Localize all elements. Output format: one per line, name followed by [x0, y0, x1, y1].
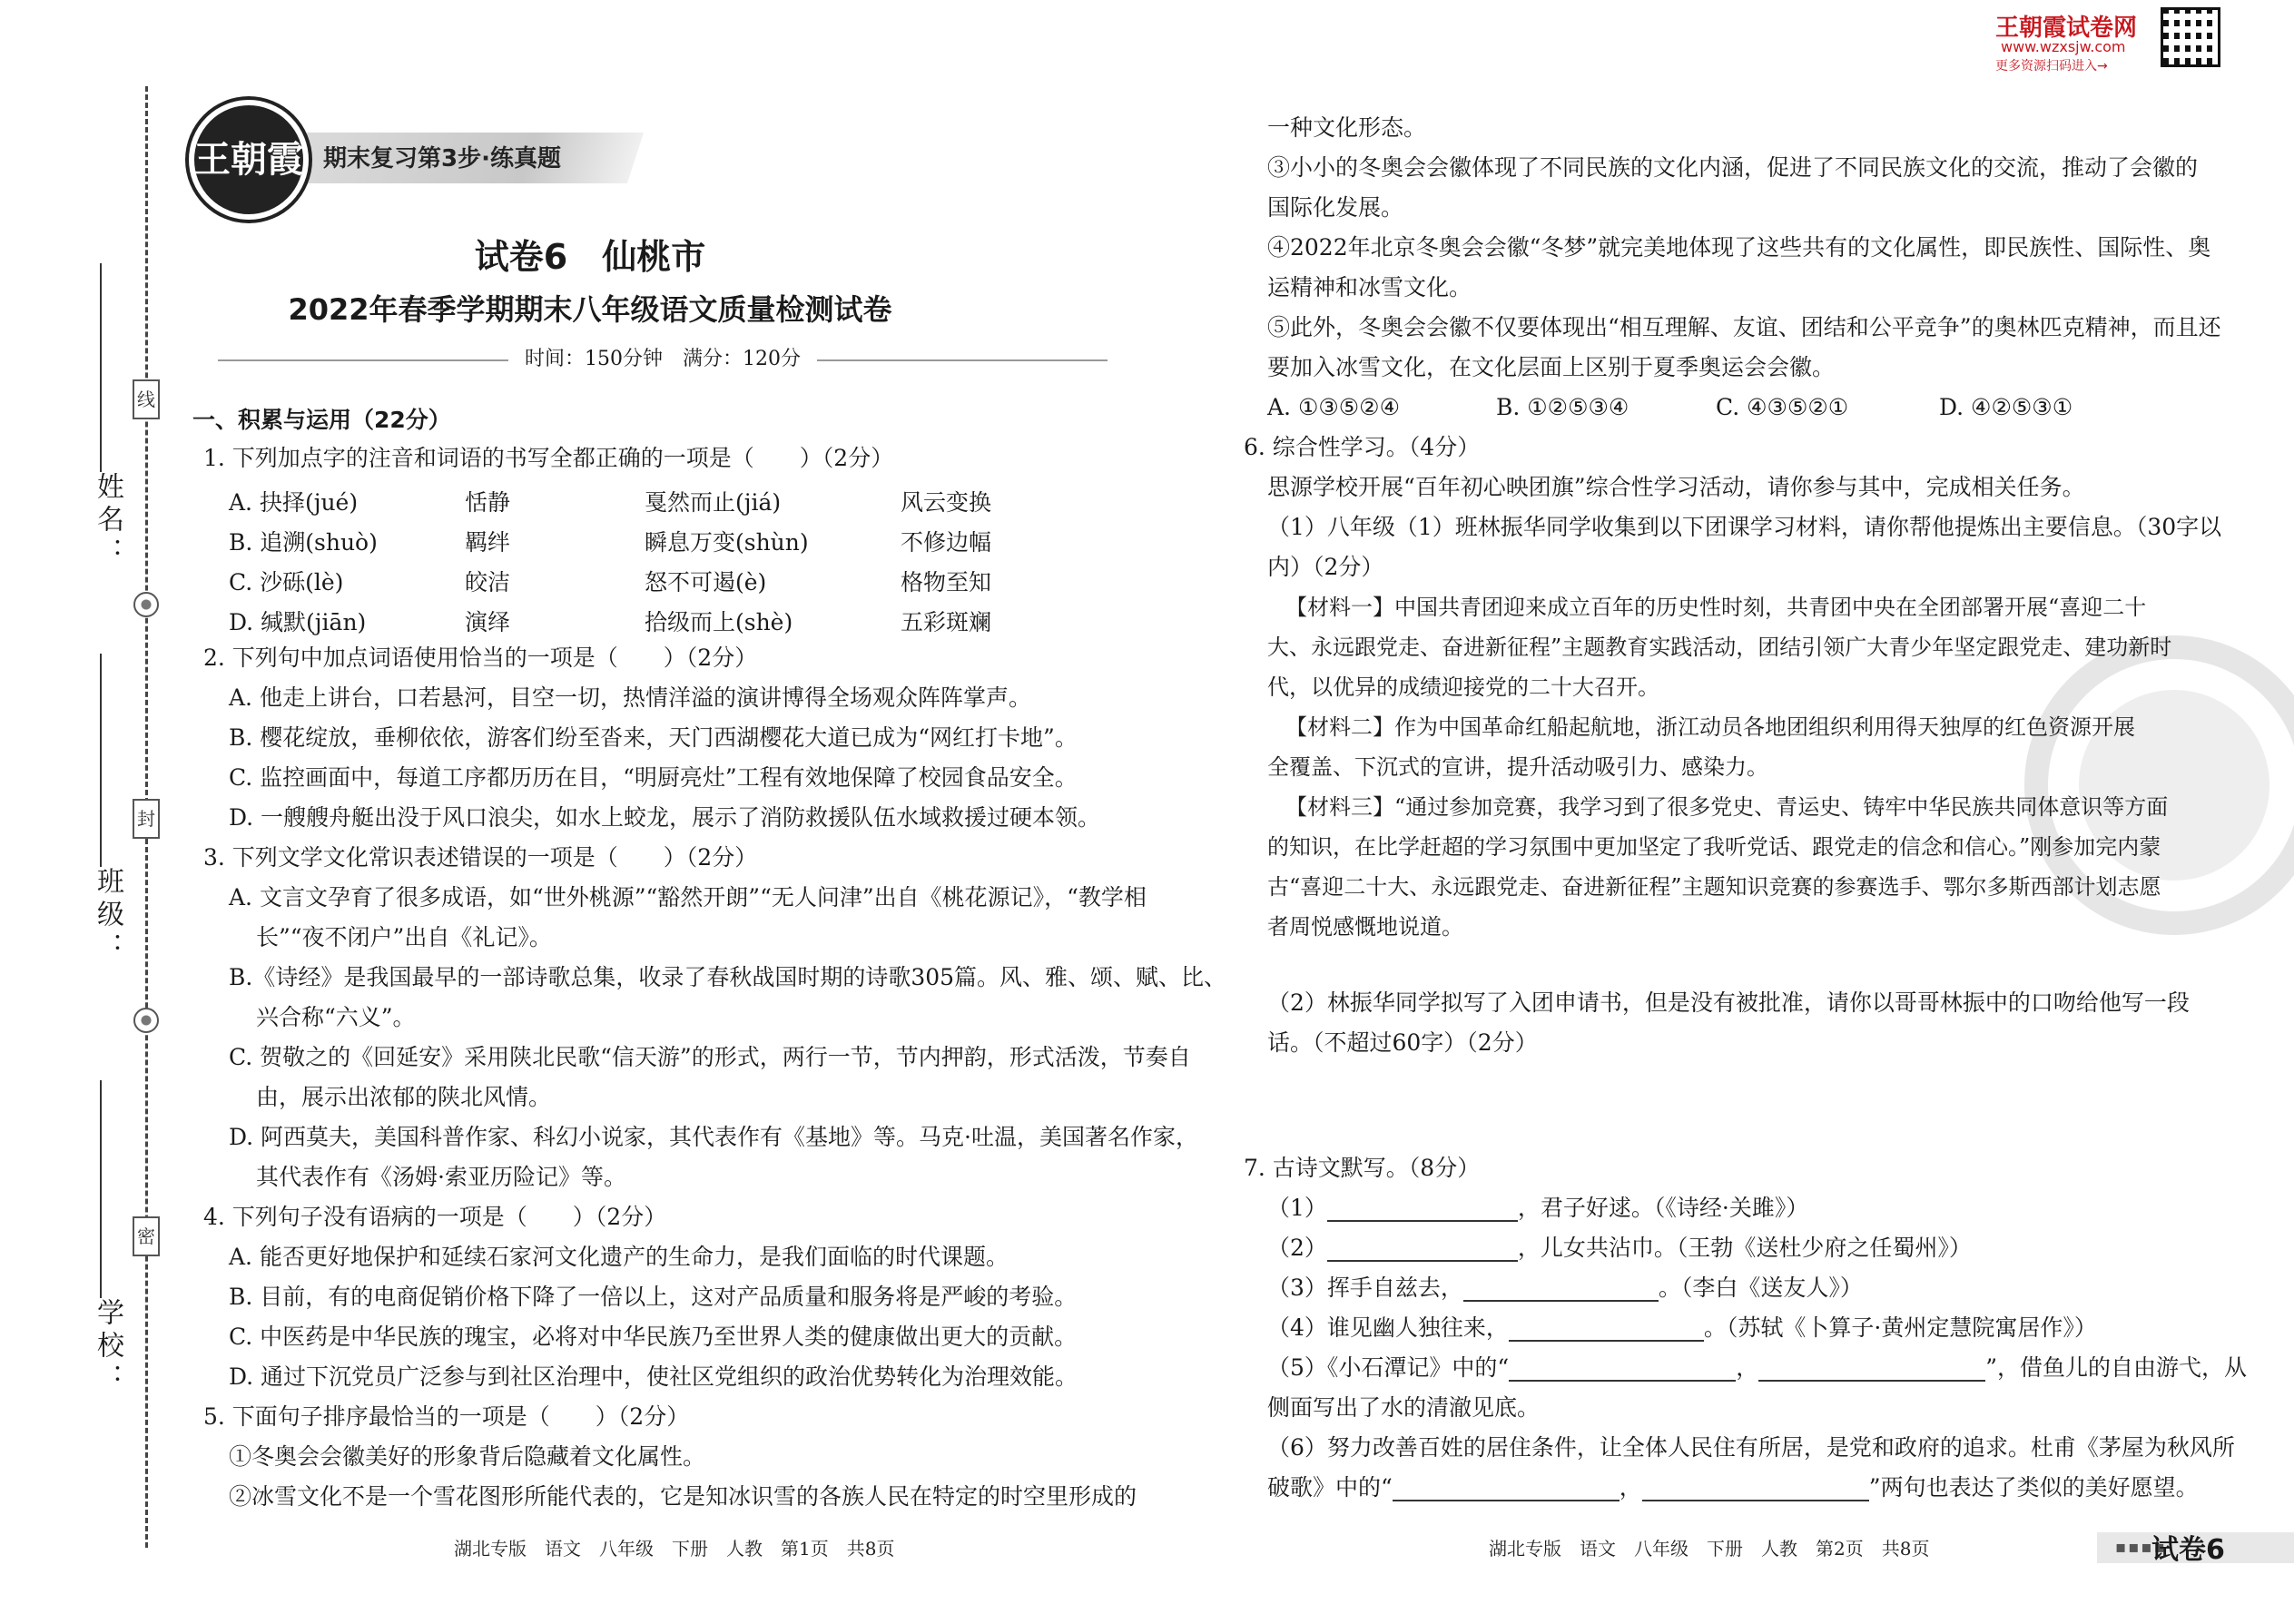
- q7-item-6-mid: ，: [1619, 1474, 1642, 1501]
- q6-sub1-cont: 内）（2分）: [1267, 554, 1384, 580]
- q1-option-b3: 瞬息万变(shùn): [645, 529, 809, 556]
- q7-item-5-line2: 侧面写出了水的清澈见底。: [1267, 1394, 1541, 1421]
- material-3: 古“喜迎二十大、永远跟党走、奋进新征程”主题知识竞赛的参赛选手、鄂尔多斯西部计划志愿: [1267, 874, 2161, 900]
- q1-option-b4: 不修边幅: [901, 529, 992, 556]
- brand-watermark: 王朝霞试卷网: [1995, 15, 2138, 42]
- q7-item-4-pre: （4）谁见幽人独往来，: [1267, 1314, 1509, 1341]
- question-1: 1. 下列加点字的注音和词语的书写全都正确的一项是（ ）（2分）: [203, 445, 894, 471]
- material-1: 【材料一】中国共青团迎来成立百年的历史性时刻，共青团中央在全团部署开展“喜迎二十: [1285, 595, 2147, 620]
- class-underline[interactable]: [100, 654, 102, 867]
- q7-answer-blank-5a[interactable]: [1509, 1358, 1736, 1382]
- name-label: 姓名：: [92, 472, 123, 570]
- q5-option-a: A. ①③⑤②④: [1267, 394, 1401, 420]
- q3-line: A. 文言文孕育了很多成语，如“世外桃源”“豁然开朗”“无人问津”出自《桃花源记》，“教学相: [229, 884, 1147, 910]
- qr-code-icon[interactable]: [2161, 7, 2220, 67]
- mark-line: 线: [133, 379, 160, 419]
- q3-line: C. 贺敬之的《回延安》采用陕北民歌“信天游”的形式，两行一节，节内押韵，形式活泼，节奏自: [229, 1044, 1191, 1070]
- brand-logo: 王朝霞: [189, 100, 309, 220]
- q7-item-3-post: 。（李白《送友人》）: [1658, 1275, 1863, 1301]
- q5-sentence: ③小小的冬奥会会徽体现了不同民族的文化内涵，促进了不同民族文化的交流，推动了会徽的: [1267, 154, 2199, 181]
- q1-option-b1: B. 追溯(shuò): [229, 529, 378, 556]
- q7-answer-blank-2[interactable]: [1327, 1238, 1518, 1262]
- question-3: 3. 下列文学文化常识表述错误的一项是（ ）（2分）: [203, 844, 758, 871]
- question-2: 2. 下列句中加点词语使用恰当的一项是（ ）（2分）: [203, 645, 758, 671]
- q7-item-6-line2: [1267, 1474, 2199, 1501]
- q2-option: A. 他走上讲台，口若悬河，目空一切，热情洋溢的演讲博得全场观众阵阵掌声。: [229, 684, 1031, 711]
- q7-item-6-post: ”两句也表达了类似的美好愿望。: [1868, 1474, 2199, 1501]
- q7-item-5: [1267, 1354, 2247, 1382]
- q5-option-d: D. ④②⑤③①: [1939, 394, 2073, 420]
- q4-option: D. 通过下沉党员广泛参与到社区治理中，使社区党组织的政治优势转化为治理效能。: [229, 1363, 1078, 1390]
- q1-option-b2: 羁绊: [465, 529, 511, 556]
- school-label: 学校：: [92, 1298, 123, 1396]
- q1-option-c2: 皎洁: [465, 569, 511, 595]
- q3-line: 兴合称“六义”。: [256, 1004, 416, 1030]
- question-4: 4. 下列句子没有语病的一项是（ ）（2分）: [203, 1204, 667, 1230]
- q1-option-a1: A. 抉择(jué): [229, 489, 359, 516]
- q5-sentence: 一种文化形态。: [1267, 114, 1427, 141]
- q7-item-1-pre: （1）: [1267, 1195, 1327, 1221]
- q5-sentence: 运精神和冰雪文化。: [1267, 274, 1472, 300]
- q6-sub1: （1）八年级（1）班林振华同学收集到以下团课学习材料，请你帮他提炼出主要信息。（30字以: [1267, 514, 2222, 540]
- q1-option-a4: 风云变换: [901, 489, 992, 516]
- time-info-row: [218, 341, 1108, 378]
- material-3: 【材料三】“通过参加竞赛，我学习到了很多党史、青运史、铸牢中华民族共同体意识等方面: [1285, 794, 2169, 820]
- q7-answer-blank-3[interactable]: [1463, 1278, 1659, 1302]
- q1-option-c3: 怒不可遏(è): [645, 569, 767, 595]
- brand-more: 更多资源扫码进入→: [1995, 59, 2108, 74]
- q5-option-c: C. ④③⑤②①: [1716, 394, 1849, 420]
- q7-item-6-pre: 破歌》中的“: [1267, 1474, 1393, 1501]
- brand-url: www.wzxsjw.com: [2001, 38, 2126, 55]
- paper-subtitle: 2022年春季学期期末八年级语文质量检测试卷: [288, 292, 892, 327]
- q4-option: A. 能否更好地保护和延续石家河文化遗产的生命力，是我们面临的时代课题。: [229, 1244, 1009, 1270]
- question-6: 6. 综合性学习。（4分）: [1244, 434, 1481, 460]
- q5-option-b: B. ①②⑤③④: [1496, 394, 1629, 420]
- q1-option-d2: 演绎: [465, 609, 511, 635]
- q1-option-d1: D. 缄默(jiān): [229, 609, 367, 635]
- q5-sentence: ①冬奥会会徽美好的形象背后隐藏着文化属性。: [229, 1443, 706, 1470]
- q7-answer-blank-4[interactable]: [1509, 1318, 1704, 1342]
- q4-option: C. 中医药是中华民族的瑰宝，必将对中华民族乃至世界人类的健康做出更大的贡献。: [229, 1324, 1078, 1350]
- q7-answer-blank-5b[interactable]: [1758, 1358, 1985, 1382]
- q7-item-2: [1267, 1235, 1972, 1262]
- q1-option-d4: 五彩斑斓: [901, 609, 992, 635]
- q7-item-5-post: ”，借鱼儿的自由游弋，从: [1985, 1354, 2247, 1381]
- material-2: 全覆盖、下沉式的宣讲，提升活动吸引力、感染力。: [1267, 754, 1768, 780]
- q2-option: C. 监控画面中，每道工序都历历在目，“明厨亮灶”工程有效地保障了校园食品安全。: [229, 764, 1078, 791]
- material-1: 大、永远跟党走、奋进新征程”主题教育实践活动，团结引领广大青少年坚定跟党走、建功新时: [1267, 635, 2172, 660]
- q7-item-5-mid: ，: [1736, 1354, 1759, 1381]
- q1-option-c4: 格物至知: [901, 569, 992, 595]
- material-2: 【材料二】作为中国革命红船起航地，浙江动员各地团组织利用得天独厚的红色资源开展: [1285, 714, 2135, 740]
- q7-answer-blank-1[interactable]: [1327, 1198, 1518, 1222]
- q5-sentence: 要加入冰雪文化，在文化层面上区别于夏季奥运会会徽。: [1267, 354, 1836, 380]
- school-underline[interactable]: [100, 1080, 102, 1298]
- q1-option-a3: 戛然而止(jiá): [645, 489, 782, 516]
- q1-option-c1: C. 沙砾(lè): [229, 569, 344, 595]
- q7-item-2-post: ，儿女共沾巾。（王勃《送杜少府之任蜀州》）: [1517, 1235, 1972, 1261]
- question-7: 7. 古诗文默写。（8分）: [1244, 1155, 1481, 1181]
- material-1: 代，以优异的成绩迎接党的二十大召开。: [1267, 674, 1659, 700]
- q3-line: 其代表作有《汤姆·索亚历险记》等。: [256, 1164, 626, 1190]
- paper-tag-dots-icon: ▪▪▪▪: [2115, 1538, 2167, 1557]
- banner-text: 期末复习第3步·练真题: [323, 145, 561, 172]
- paper-title: 试卷6 仙桃市: [474, 237, 706, 277]
- q6-sub2: （2）林振华同学拟写了入团申请书，但是没有被批准，请你以哥哥林振中的口吻给他写一段: [1267, 989, 2190, 1016]
- mark-seal: 封: [133, 799, 160, 839]
- q7-item-3: [1267, 1275, 1863, 1302]
- q3-line: 由，展示出浓郁的陕北风情。: [256, 1084, 552, 1110]
- q2-option: D. 一艘艘舟艇出没于风口浪尖，如水上蛟龙，展示了消防救援队伍水域救援过硬本领。: [229, 804, 1101, 831]
- binding-hole: [133, 592, 159, 617]
- q7-item-1: [1267, 1195, 1808, 1222]
- q5-sentence: 国际化发展。: [1267, 194, 1404, 221]
- class-label: 班级：: [92, 867, 123, 965]
- binding-hole: [133, 1008, 159, 1033]
- section-heading: 一、积累与运用（22分）: [192, 407, 451, 433]
- time-info: 时间：150分钟 满分：120分: [525, 348, 801, 370]
- q5-sentence: ②冰雪文化不是一个雪花图形所能代表的，它是知冰识雪的各族人民在特定的时空里形成的: [229, 1483, 1137, 1510]
- material-3: 者周悦感慨地说道。: [1267, 914, 1463, 940]
- question-5: 5. 下面句子排序最恰当的一项是（ ）（2分）: [203, 1403, 690, 1430]
- q6-sub2-cont: 话。（不超过60字）（2分）: [1267, 1029, 1538, 1056]
- q7-item-1-post: ，君子好逑。（《诗经·关雎》）: [1517, 1195, 1809, 1221]
- q7-item-3-pre: （3）挥手自兹去，: [1267, 1275, 1463, 1301]
- q7-item-4: [1267, 1314, 2097, 1342]
- q7-answer-blank-6a[interactable]: [1393, 1478, 1620, 1501]
- q7-answer-blank-6b[interactable]: [1642, 1478, 1869, 1501]
- q7-item-5-pre: （5）《小石潭记》中的“: [1267, 1354, 1510, 1381]
- q3-line: B.《诗经》是我国最早的一部诗歌总集，收录了春秋战国时期的诗歌305篇。风、雅、颂、赋、比、: [229, 964, 1227, 990]
- paper-tag: 试卷6: [2151, 1534, 2225, 1566]
- q4-option: B. 目前，有的电商促销价格下降了一倍以上，这对产品质量和服务将是严峻的考验。: [229, 1284, 1078, 1310]
- q7-item-6: （6）努力改善百姓的居住条件，让全体人民住有所居，是党和政府的追求。杜甫《茅屋为秋风所: [1267, 1434, 2235, 1461]
- mark-secret: 密: [133, 1216, 160, 1256]
- q1-option-a2: 恬静: [465, 489, 511, 516]
- q6-intro: 思源学校开展“百年初心映团旗”综合性学习活动，请你参与其中，完成相关任务。: [1267, 474, 2085, 500]
- q3-line: 长”“夜不闭户”出自《礼记》。: [256, 924, 552, 950]
- q5-sentence: ⑤此外，冬奥会会徽不仅要体现出“相互理解、友谊、团结和公平竞争”的奥林匹克精神，而且还: [1267, 314, 2221, 340]
- q1-option-d3: 拾级而上(shè): [645, 609, 793, 635]
- q7-item-4-post: 。（苏轼《卜算子·黄州定慧院寓居作》）: [1703, 1314, 2097, 1341]
- material-3: 的知识，在比学赶超的学习氛围中更加坚定了我听党话、跟党走的信念和信心。”刚参加完内蒙: [1267, 834, 2161, 860]
- q3-line: D. 阿西莫夫，美国科普作家、科幻小说家，其代表作有《基地》等。马克·吐温，美国著名作家，: [229, 1124, 1198, 1150]
- page-footer: 湖北专版 语文 八年级 下册 人教 第2页 共8页: [1489, 1538, 1930, 1560]
- q2-option: B. 樱花绽放，垂柳依依，游客们纷至沓来，天门西湖樱花大道已成为“网红打卡地”。: [229, 724, 1078, 751]
- q5-sentence: ④2022年北京冬奥会会徽“冬梦”就完美地体现了这些共有的文化属性，即民族性、国际性、奥: [1267, 234, 2211, 261]
- q7-item-2-pre: （2）: [1267, 1235, 1327, 1261]
- page-footer: 湖北专版 语文 八年级 下册 人教 第1页 共8页: [454, 1538, 895, 1560]
